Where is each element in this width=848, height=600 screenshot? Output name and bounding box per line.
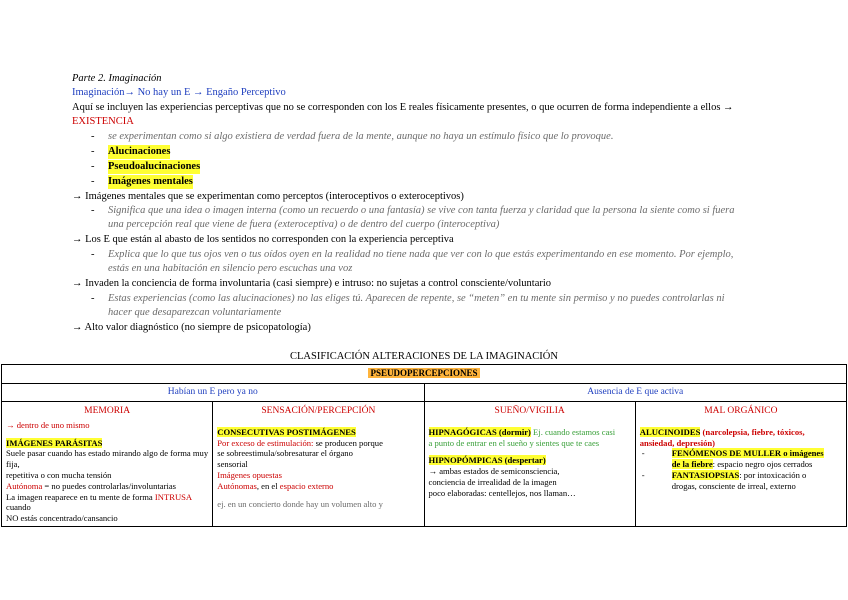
alucinoides-line: ALUCINOIDES (narcolepsia, fiebre, tóxicos, xyxy=(639,426,805,437)
imagenes-parasitas-heading: IMÁGENES PARÁSITAS xyxy=(6,437,103,448)
memoria-line-2: repetitiva o con mucha tensión xyxy=(6,469,112,480)
sensacion-line-2: se sobreestimula/sobresaturar el órgano xyxy=(217,448,353,459)
type-imagenes-mentales: Imágenes mentales xyxy=(108,176,193,187)
point-2-note-1: Explica que lo que tus ojos ven o tus oídos oyen en la realidad no tiene nada que ver con lo que estás experimentando en ese momento. Por ejemplo, xyxy=(108,249,734,260)
muller-item-2: de la fiebre: espacio negro ojos cerrados xyxy=(671,459,813,470)
group-ausencia-estimulo: Ausencia de E que activa xyxy=(424,384,847,402)
intro-text: Aquí se incluyen las experiencias perceptivas que no se corresponden con los E reales físicamente presentes, o que ocurren de forma independiente a ellos → xyxy=(72,102,734,113)
fantasiopsias-line-2: drogas, consciente de irreal, externo xyxy=(671,480,796,491)
column-sueno xyxy=(424,402,635,527)
type-pseudoalucinaciones: Pseudoalucinaciones xyxy=(108,161,201,172)
point-2: → Los E que están al abasto de los sentidos no corresponden con la experiencia perceptiva xyxy=(72,234,454,245)
type-alucinaciones: Alucinaciones xyxy=(108,146,171,157)
sensacion-line-1: Por exceso de estimulación: se producen porque xyxy=(217,437,383,448)
table-caption: CLASIFICACIÓN ALTERACIONES DE LA IMAGINACIÓN xyxy=(290,351,558,362)
bullet-dash: - xyxy=(91,146,95,157)
table-header-row xyxy=(2,365,847,384)
bullet-dash: - xyxy=(91,293,95,304)
column-organico xyxy=(635,402,846,527)
classification-table xyxy=(1,364,847,527)
hipnagogicas-line: HIPNAGÓGICAS (dormir) Ej. cuando estamos casi xyxy=(428,426,616,437)
sueno-line-2: conciencia de irrealidad de la imagen xyxy=(428,476,557,487)
fantasiopsias-item: - FANTASIOPSIAS: por intoxicación o xyxy=(641,469,807,480)
sensacion-autonomas: Autónomas, en el espacio externo xyxy=(217,480,334,491)
existencia-label: EXISTENCIA xyxy=(72,116,134,127)
section-subtitle: Imaginación→ No hay un E → Engaño Perceptivo xyxy=(72,87,286,98)
memoria-line-autonoma: Autónoma = no puedes controlarlas/involuntarias xyxy=(6,480,177,491)
organico-title: MAL ORGÁNICO xyxy=(704,406,778,416)
bullet-dash: - xyxy=(91,205,95,216)
sensacion-example: ej. en un concierto donde hay un volumen alto y xyxy=(217,498,383,509)
bullet-dash: - xyxy=(91,131,95,142)
memoria-line-4: NO estás concentrado/cansancio xyxy=(6,513,118,524)
sueno-line-1: → ambas estados de semiconsciencia, xyxy=(428,466,560,477)
point-1: → Imágenes mentales que se experimentan como perceptos (interoceptivos o exteroceptivos) xyxy=(72,191,464,202)
point-3: → Invaden la conciencia de forma involuntaria (casi siempre) e intruso: no sujetas a control consciente/voluntario xyxy=(72,278,552,289)
bullet-dash: - xyxy=(91,161,95,172)
bullet-dash: - xyxy=(641,469,645,480)
point-2-note-2: estás en una habitación en silencio pero escuchas una voz xyxy=(108,263,353,274)
sueno-line-3: poco elaboradas: centellejos, nos llaman… xyxy=(428,487,576,498)
sensacion-opuestas: Imágenes opuestas xyxy=(217,469,282,480)
column-memoria xyxy=(2,402,213,527)
memoria-sub: → dentro de uno mismo xyxy=(6,419,90,430)
bullet-dash: - xyxy=(641,448,645,459)
pseudopercepciones-header: PSEUDOPERCEPCIONES xyxy=(370,368,478,378)
column-sensacion xyxy=(213,402,424,527)
sensacion-line-3: sensorial xyxy=(217,459,248,470)
muller-item: - FENÓMENOS DE MULLER o imágenes xyxy=(641,448,824,459)
point-3-note-2: hacer que desaparezcan voluntariamente xyxy=(108,307,282,318)
memoria-title: MEMORIA xyxy=(84,406,131,416)
group-habian-estimulo: Habían un E pero ya no xyxy=(2,384,425,402)
existencia-note: se experimentan como si algo existiera de verdad fuera de la mente, aunque no haya un estímulo físico que lo provoque. xyxy=(108,131,614,142)
bullet-dash: - xyxy=(91,249,95,260)
consecutivas-heading: CONSECUTIVAS POSTIMÁGENES xyxy=(217,426,356,437)
hipnagogicas-example: a punto de entrar en el sueño y sientes que te caes xyxy=(428,437,600,448)
point-4: → Alto valor diagnóstico (no siempre de psicopatología) xyxy=(72,322,311,333)
memoria-line-3: La imagen reaparece en tu mente de forma INTRUSA cuando xyxy=(6,491,192,513)
point-3-note-1: Estas experiencias (como las alucinaciones) no las eliges tú. Aparecen de repente, se “meten” en tu mente sin permiso y no puedes controlarlas ni xyxy=(108,293,725,304)
alucinoides-causes: ansiedad, depresión) xyxy=(639,437,716,448)
sueno-title: SUEÑO/VIGILIA xyxy=(494,406,565,416)
bullet-dash: - xyxy=(91,176,95,187)
point-1-note-1: Significa que una idea o imagen interna (como un recuerdo o una fantasía) se vive con tanta fuerza y claridad que la persona la siente como si fuera xyxy=(108,205,735,216)
hipnopompicas-heading: HIPNOPÓMPICAS (despertar) xyxy=(428,455,546,466)
sensacion-title: SENSACIÓN/PERCEPCIÓN xyxy=(261,406,376,416)
point-1-note-2: una percepción real que viene de fuera (exteroceptiva) o de dentro del cuerpo (interoceptiva) xyxy=(108,219,500,230)
memoria-line-1: Suele pasar cuando has estado mirando algo de forma muy fija, xyxy=(6,448,209,470)
section-title: Parte 2. Imaginación xyxy=(72,73,162,84)
